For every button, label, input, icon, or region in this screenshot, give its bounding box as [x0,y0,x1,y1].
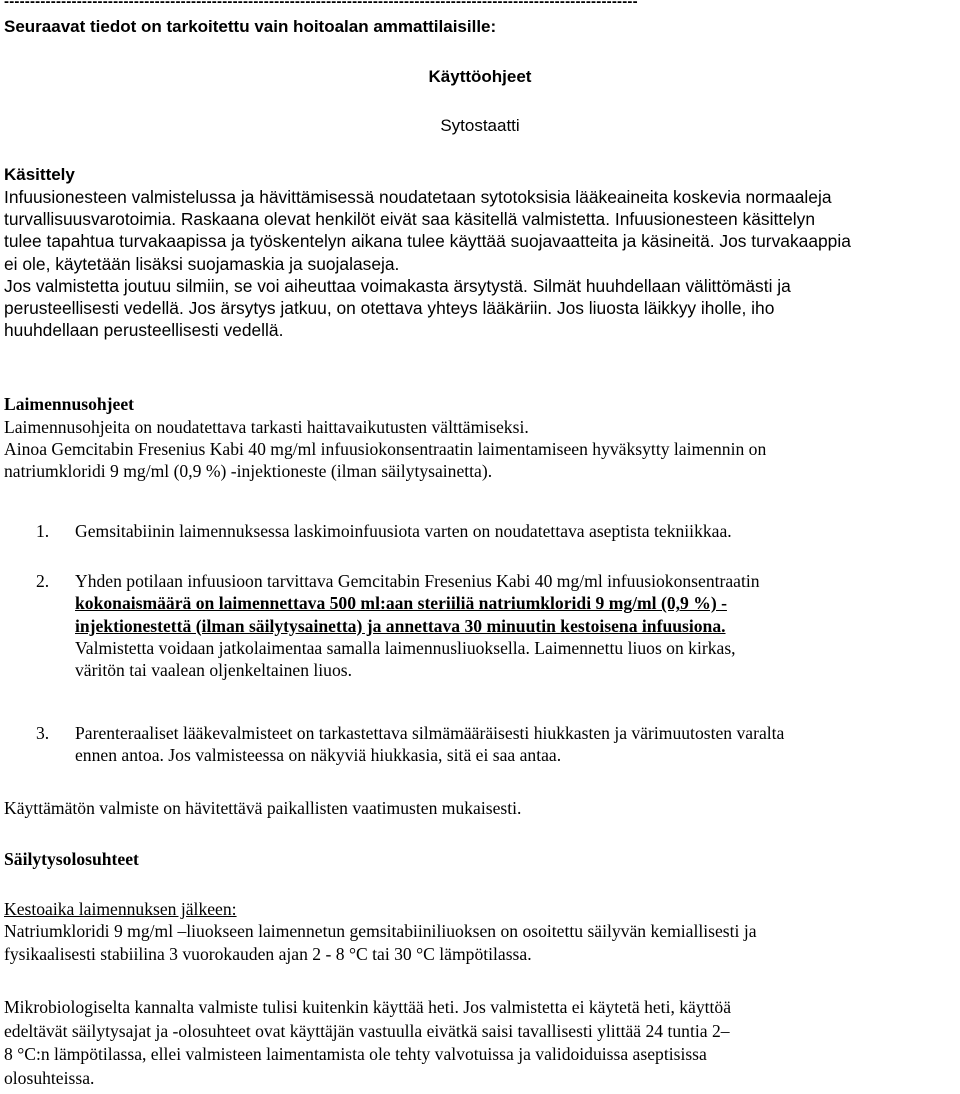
handling-text [4,186,956,341]
handling-line: turvallisuusvarotoimia. Raskaana olevat henkilöt eivät saa käsitellä valmistetta. Infuusionesteen käsittelyn [4,209,816,230]
handling-heading: Käsittely [4,165,75,184]
storage-line: olosuhteissa. [4,1067,95,1088]
step-2-text [75,570,960,681]
step-emphasis-line: kokonaismäärä on laimennettava 500 ml:aan steriiliä natriumkloridi 9 mg/ml (0,9 %) - [75,593,727,614]
professional-note: Seuraavat tiedot on tarkoitettu vain hoitoalan ammattilaisille: [4,17,497,36]
storage-heading: Säilytysolosuhteet [4,849,139,869]
step-emphasis-line: injektionestettä (ilman säilytysainetta) ja annettava 30 minuutin kestoisena infuusiona. [75,615,726,636]
storage-line: Mikrobiologiselta kannalta valmiste tulisi kuitenkin käyttää heti. Jos valmistetta ei käytetä heti, käyttöä [4,997,732,1017]
dilution-line: natriumkloridi 9 mg/ml (0,9 %) -injektioneste (ilman säilytysainetta). [4,461,493,482]
step-line: ennen antoa. Jos valmisteessa on näkyviä hiukkasia, sitä ei saa antaa. [75,745,562,766]
page-title: Käyttöohjeet [428,67,532,86]
disposal-note: Käyttämätön valmiste on hävitettävä paikallisten vaatimusten mukaisesti. [4,798,522,818]
storage-subheading: Kestoaika laimennuksen jälkeen: [4,899,237,919]
handling-line: tulee tapahtua turvakaapissa ja työskentelyn aikana tulee käyttää suojavaatteita ja käsineitä. Jos turvakaappia [4,231,851,252]
page-subtitle: Sytostaatti [440,116,520,135]
storage-line: fysikaalisesti stabiilina 3 vuorokauden ajan 2 - 8 °C tai 30 °C lämpötilassa. [4,944,532,964]
dilution-text [4,416,956,483]
step-line: väritön tai vaalean oljenkeltainen liuos. [75,660,353,681]
storage-line: 8 °C:n lämpötilassa, ellei valmisteen laimentamista ole tehty valvotuissa ja validoiduissa aseptisissa [4,1044,707,1064]
step-number: 3. [36,723,50,743]
handling-line: perusteellisesti vedellä. Jos ärsytys jatkuu, on otettava yhteys lääkäriin. Jos liuosta läikkyy iholle, iho [4,297,775,318]
handling-line: huuhdellaan perusteellisesti vedellä. [4,320,284,341]
dilution-heading: Laimennusohjeet [4,394,135,414]
step-1-text [75,520,960,542]
step-line: Valmistetta voidaan jatkolaimentaa samalla laimennusliuoksella. Laimennettu liuos on kirkas, [75,637,736,658]
step-line: Yhden potilaan infuusioon tarvittava Gemcitabin Fresenius Kabi 40 mg/ml infuusiokonsentraatin [75,571,760,591]
handling-line: Infuusionesteen valmistelussa ja hävittämisessä noudatetaan sytotoksisia lääkeaineita koskevia normaaleja [4,187,832,207]
step-line: Parenteraaliset lääkevalmisteet on tarkastettava silmämääräisesti hiukkasten ja värimuutosten varalta [75,723,785,743]
storage-chemical-text [4,920,956,966]
storage-line: edeltävät säilytysajat ja -olosuhteet ovat käyttäjän vastuulla eivätkä saisi tavallisesti ylittää 24 tuntia 2– [4,1020,730,1041]
storage-line: Natriumkloridi 9 mg/ml –liuokseen laimennetun gemsitabiiniliuoksen on osoitettu säilyvän kemiallisesti ja [4,921,757,941]
step-line: Gemsitabiinin laimennuksessa laskimoinfuusiota varten on noudatettava aseptista tekniikkaa. [75,521,732,541]
step-3-text [75,722,960,767]
dilution-line: Ainoa Gemcitabin Fresenius Kabi 40 mg/ml infuusiokonsentraatin laimentamiseen hyväksytty laimennin on [4,439,767,460]
step-number: 1. [36,521,50,541]
storage-micro-text [4,996,956,1090]
separator-dashes: -------------------------------------------------------------------------------------------------------------------------- [4,0,638,10]
handling-line: Jos valmistetta joutuu silmiin, se voi aiheuttaa voimakasta ärsytystä. Silmät huuhdellaan välittömästi ja [4,275,791,296]
dilution-line: Laimennusohjeita on noudatettava tarkasti haittavaikutusten välttämiseksi. [4,417,529,437]
handling-line: ei ole, käytetään lisäksi suojamaskia ja suojalaseja. [4,253,400,274]
step-number: 2. [36,571,50,591]
